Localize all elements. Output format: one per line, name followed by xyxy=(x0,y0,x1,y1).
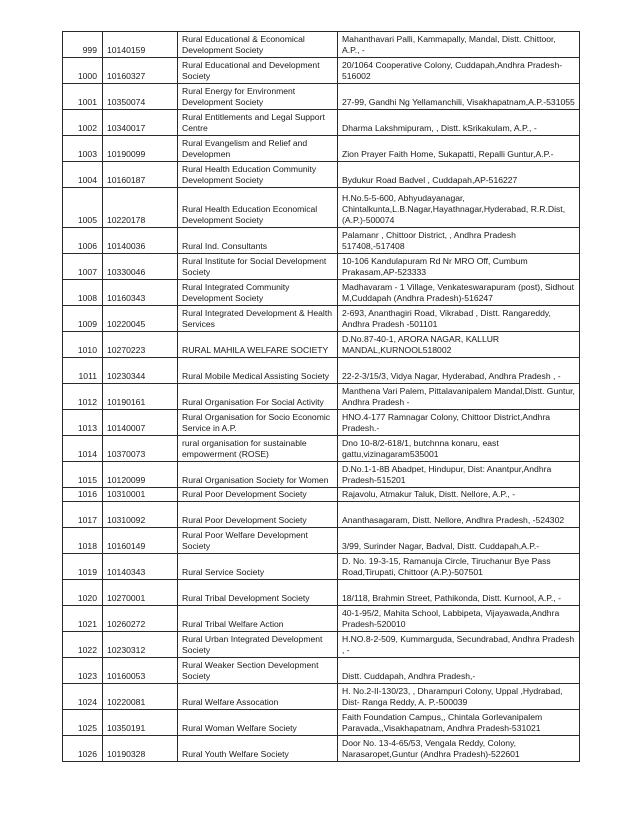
registration-number-cell: 10220081 xyxy=(103,684,178,710)
table-row xyxy=(63,32,580,58)
serial-number-cell: 1015 xyxy=(63,462,103,488)
society-name-cell: Rural Woman Welfare Society xyxy=(178,710,338,736)
registration-number-cell: 10220045 xyxy=(103,306,178,332)
society-name-cell: Rural Organisation Society for Women xyxy=(178,462,338,488)
registration-number-cell: 10190099 xyxy=(103,136,178,162)
address-cell: H.NO.8-2-509, Kummarguda, Secundrabad, Andhra Pradesh , - xyxy=(338,632,580,658)
serial-number-cell: 1002 xyxy=(63,110,103,136)
table-row xyxy=(63,736,580,762)
registration-number-cell: 10160327 xyxy=(103,58,178,84)
address-cell: Madhavaram - 1 Village, Venkateswarapuram (post), Sidhout M,Cuddapah (Andhra Pradesh)-516247 xyxy=(338,280,580,306)
society-name-cell: Rural Weaker Section Development Society xyxy=(178,658,338,684)
address-cell: H. No.2-II-130/23, , Dharampuri Colony, Uppal ,Hydrabad, Dist- Ranga Reddy, A. P.-500039 xyxy=(338,684,580,710)
serial-number-cell: 1021 xyxy=(63,606,103,632)
registration-number-cell: 10120099 xyxy=(103,462,178,488)
society-name-cell: Rural Poor Welfare Development Society xyxy=(178,528,338,554)
address-cell: 18/118, Brahmin Street, Pathikonda, Distt. Kurnool, A.P., - xyxy=(338,580,580,606)
serial-number-cell: 1013 xyxy=(63,410,103,436)
registration-number-cell: 10190161 xyxy=(103,384,178,410)
table-row xyxy=(63,162,580,188)
table-row xyxy=(63,110,580,136)
registration-number-cell: 10270001 xyxy=(103,580,178,606)
address-cell: Distt. Cuddapah, Andhra Pradesh,- xyxy=(338,658,580,684)
registration-number-cell: 10160343 xyxy=(103,280,178,306)
society-name-cell: Rural Tribal Welfare Action xyxy=(178,606,338,632)
registration-number-cell: 10330046 xyxy=(103,254,178,280)
table-row xyxy=(63,410,580,436)
society-name-cell: Rural Energy for Environment Development Society xyxy=(178,84,338,110)
serial-number-cell: 1019 xyxy=(63,554,103,580)
address-cell: Palamanr , Chittoor District, , Andhra Pradesh 517408,-517408 xyxy=(338,228,580,254)
serial-number-cell: 999 xyxy=(63,32,103,58)
table-row xyxy=(63,436,580,462)
society-name-cell: Rural Urban Integrated Development Society xyxy=(178,632,338,658)
registration-number-cell: 10310001 xyxy=(103,488,178,502)
registration-number-cell: 10260272 xyxy=(103,606,178,632)
address-cell: Faith Foundation Campus,, Chintala Gorlevanipalem Paravada,,Visakhapatnam, Andhra Pradesh-531021 xyxy=(338,710,580,736)
table-row xyxy=(63,384,580,410)
society-name-cell: Rural Poor Development Society xyxy=(178,488,338,502)
address-cell: Zion Prayer Faith Home, Sukapatti, Repalli Guntur,A.P.- xyxy=(338,136,580,162)
society-name-cell: Rural Health Education Community Development Society xyxy=(178,162,338,188)
address-cell: HNO.4-177 Ramnagar Colony, Chittoor District,Andhra Pradesh.- xyxy=(338,410,580,436)
table-row xyxy=(63,632,580,658)
table-row xyxy=(63,280,580,306)
table-row xyxy=(63,228,580,254)
registration-number-cell: 10190328 xyxy=(103,736,178,762)
address-cell: Ananthasagaram, Distt. Nellore, Andhra Pradesh, -524302 xyxy=(338,502,580,528)
registration-number-cell: 10340017 xyxy=(103,110,178,136)
table-row xyxy=(63,332,580,358)
address-cell: 40-1-95/2, Mahita School, Labbipeta, Vijayawada,Andhra Pradesh-520010 xyxy=(338,606,580,632)
registration-number-cell: 10140007 xyxy=(103,410,178,436)
table-row xyxy=(63,502,580,528)
society-name-cell: Rural Entitlements and Legal Support Centre xyxy=(178,110,338,136)
table-row xyxy=(63,358,580,384)
serial-number-cell: 1016 xyxy=(63,488,103,502)
registration-number-cell: 10350074 xyxy=(103,84,178,110)
serial-number-cell: 1008 xyxy=(63,280,103,306)
table-row xyxy=(63,554,580,580)
address-cell: Bydukur Road Badvel , Cuddapah,AP-516227 xyxy=(338,162,580,188)
registration-number-cell: 10160053 xyxy=(103,658,178,684)
serial-number-cell: 1022 xyxy=(63,632,103,658)
registration-number-cell: 10370073 xyxy=(103,436,178,462)
society-name-cell: Rural Evangelism and Relief and Developmen xyxy=(178,136,338,162)
address-cell: 10-106 Kandulapuram Rd Nr MRO Off, Cumbum Prakasam,AP-523333 xyxy=(338,254,580,280)
registration-number-cell: 10140343 xyxy=(103,554,178,580)
society-name-cell: Rural Institute for Social Development Society xyxy=(178,254,338,280)
serial-number-cell: 1023 xyxy=(63,658,103,684)
address-cell: Dno 10-8/2-618/1, butchnna konaru, east gattu,vizinagaram535001 xyxy=(338,436,580,462)
society-name-cell: Rural Organisation for Socio Economic Service in A.P. xyxy=(178,410,338,436)
address-cell: D.No.1-1-8B Abadpet, Hindupur, Dist: Anantpur,Andhra Pradesh-515201 xyxy=(338,462,580,488)
serial-number-cell: 1012 xyxy=(63,384,103,410)
society-name-cell: Rural Organisation For Social Activity xyxy=(178,384,338,410)
registration-number-cell: 10310092 xyxy=(103,502,178,528)
registration-number-cell: 10230312 xyxy=(103,632,178,658)
serial-number-cell: 1014 xyxy=(63,436,103,462)
address-cell: 22-2-3/15/3, Vidya Nagar, Hyderabad, Andhra Pradesh , - xyxy=(338,358,580,384)
table-row xyxy=(63,684,580,710)
address-cell: Manthena Vari Palem, Pittalavanipalem Mandal,Distt. Guntur, Andhra Pradesh - xyxy=(338,384,580,410)
table-row xyxy=(63,136,580,162)
registration-number-cell: 10220178 xyxy=(103,188,178,228)
table-body xyxy=(63,32,580,762)
table-row xyxy=(63,306,580,332)
society-name-cell: Rural Educational and Development Society xyxy=(178,58,338,84)
serial-number-cell: 1010 xyxy=(63,332,103,358)
society-name-cell: Rural Youth Welfare Society xyxy=(178,736,338,762)
table-row xyxy=(63,658,580,684)
serial-number-cell: 1000 xyxy=(63,58,103,84)
address-cell: 27-99, Gandhi Ng Yellamanchili, Visakhapatnam,A.P.-531055 xyxy=(338,84,580,110)
table-row xyxy=(63,58,580,84)
society-name-cell: Rural Welfare Assocation xyxy=(178,684,338,710)
table-row xyxy=(63,710,580,736)
society-name-cell: Rural Educational & Economical Development Society xyxy=(178,32,338,58)
society-name-cell: Rural Mobile Medical Assisting Society xyxy=(178,358,338,384)
society-name-cell: Rural Tribal Development Society xyxy=(178,580,338,606)
registry-sheet xyxy=(62,31,579,762)
address-cell: Dharma Lakshmipuram, , Distt. kSrikakulam, A.P., - xyxy=(338,110,580,136)
society-registry-table xyxy=(62,31,580,762)
table-row xyxy=(63,462,580,488)
society-name-cell: rural organisation for sustainable empowerment (ROSE) xyxy=(178,436,338,462)
registration-number-cell: 10160187 xyxy=(103,162,178,188)
registration-number-cell: 10140036 xyxy=(103,228,178,254)
registration-number-cell: 10230344 xyxy=(103,358,178,384)
table-row xyxy=(63,606,580,632)
society-name-cell: Rural Service Society xyxy=(178,554,338,580)
address-cell: 2-693, Ananthagiri Road, Vikrabad , Distt. Rangareddy, Andhra Pradesh -501101 xyxy=(338,306,580,332)
address-cell: D. No. 19-3-15, Ramanuja Circle, Tiruchanur Bye Pass Road,Tirupati, Chittoor (A.P.)-507501 xyxy=(338,554,580,580)
society-name-cell: RURAL MAHILA WELFARE SOCIETY xyxy=(178,332,338,358)
table-row xyxy=(63,488,580,502)
address-cell: D.No.87-40-1, ARORA NAGAR, KALLUR MANDAL,KURNOOL518002 xyxy=(338,332,580,358)
serial-number-cell: 1011 xyxy=(63,358,103,384)
society-name-cell: Rural Poor Development Society xyxy=(178,502,338,528)
registration-number-cell: 10160149 xyxy=(103,528,178,554)
society-name-cell: Rural Health Education Economical Development Society xyxy=(178,188,338,228)
registration-number-cell: 10350191 xyxy=(103,710,178,736)
serial-number-cell: 1004 xyxy=(63,162,103,188)
address-cell: Mahanthavari Palli, Kammapally, Mandal, Distt. Chittoor, A.P., - xyxy=(338,32,580,58)
serial-number-cell: 1009 xyxy=(63,306,103,332)
serial-number-cell: 1020 xyxy=(63,580,103,606)
table-row xyxy=(63,254,580,280)
address-cell: 20/1064 Cooperative Colony, Cuddapah,Andhra Pradesh-516002 xyxy=(338,58,580,84)
address-cell: Rajavolu, Atmakur Taluk, Distt. Nellore, A.P., - xyxy=(338,488,580,502)
society-name-cell: Rural Ind. Consultants xyxy=(178,228,338,254)
serial-number-cell: 1018 xyxy=(63,528,103,554)
serial-number-cell: 1026 xyxy=(63,736,103,762)
society-name-cell: Rural Integrated Community Development Society xyxy=(178,280,338,306)
table-row xyxy=(63,528,580,554)
serial-number-cell: 1006 xyxy=(63,228,103,254)
serial-number-cell: 1003 xyxy=(63,136,103,162)
serial-number-cell: 1005 xyxy=(63,188,103,228)
serial-number-cell: 1007 xyxy=(63,254,103,280)
serial-number-cell: 1017 xyxy=(63,502,103,528)
society-name-cell: Rural Integrated Development & Health Services xyxy=(178,306,338,332)
serial-number-cell: 1001 xyxy=(63,84,103,110)
address-cell: H.No.5-5-600, Abhyudayanagar, Chintalkunta,L.B.Nagar,Hayathnagar,Hyderabad, R.R.Dist, (A.P.)-500074 xyxy=(338,188,580,228)
registration-number-cell: 10270223 xyxy=(103,332,178,358)
serial-number-cell: 1025 xyxy=(63,710,103,736)
address-cell: 3/99, Surinder Nagar, Badval, Distt. Cuddapah,A.P.- xyxy=(338,528,580,554)
registration-number-cell: 10140159 xyxy=(103,32,178,58)
table-row xyxy=(63,580,580,606)
serial-number-cell: 1024 xyxy=(63,684,103,710)
address-cell: Door No. 13-4-65/53, Vengala Reddy, Colony, Narasaropet,Guntur (Andhra Pradesh)-522601 xyxy=(338,736,580,762)
table-row xyxy=(63,188,580,228)
table-row xyxy=(63,84,580,110)
